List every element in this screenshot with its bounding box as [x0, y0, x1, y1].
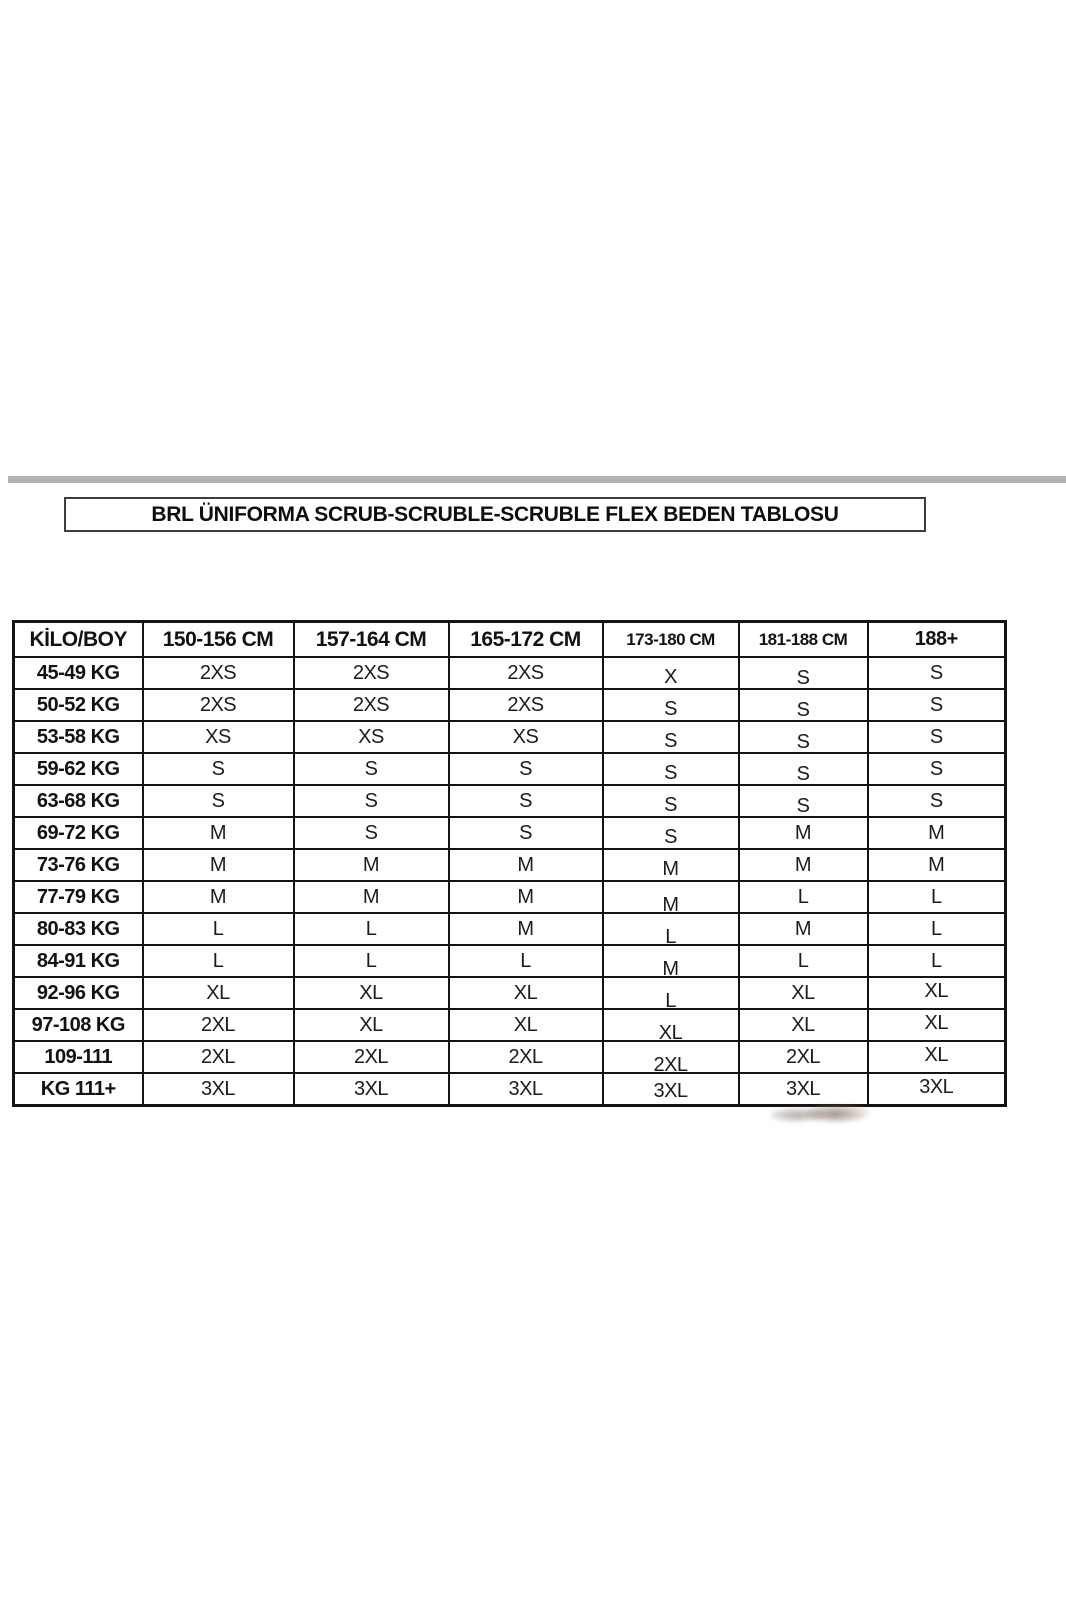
- size-value: S: [211, 789, 225, 812]
- size-cell: [449, 817, 603, 849]
- size-cell: [294, 657, 449, 689]
- size-value: S: [929, 725, 943, 748]
- size-cell: [143, 1041, 294, 1073]
- size-value: XL: [206, 981, 230, 1004]
- page-title: BRL ÜNIFORMA SCRUB-SCRUBLE-SCRUBLE FLEX BEDEN TABLOSU: [151, 502, 839, 526]
- size-value: 2XS: [199, 661, 237, 684]
- size-cell: [603, 1073, 739, 1106]
- size-cell: [294, 881, 449, 913]
- smudge-blob: [770, 1108, 825, 1122]
- size-value: S: [796, 666, 810, 689]
- table-row: [14, 1009, 1006, 1041]
- size-value: M: [662, 893, 679, 913]
- size-value: M: [517, 885, 534, 908]
- size-cell: [868, 689, 1006, 721]
- size-value: S: [664, 697, 677, 720]
- size-cell: [739, 849, 868, 881]
- size-cell: [868, 881, 1006, 913]
- table-row: [14, 913, 1006, 945]
- size-cell: [449, 657, 603, 689]
- size-cell: [449, 1073, 603, 1106]
- size-value: XL: [791, 981, 815, 1004]
- title-box: [64, 497, 926, 532]
- size-cell: [868, 657, 1006, 689]
- size-cell: [143, 945, 294, 977]
- size-cell: [294, 849, 449, 881]
- size-cell: [739, 817, 868, 849]
- header-cell: 150-156 CM: [143, 622, 294, 658]
- size-value: 2XS: [507, 661, 544, 684]
- size-value: 2XS: [199, 693, 237, 716]
- table-row: [14, 849, 1006, 881]
- size-cell: [143, 785, 294, 817]
- size-cell: [294, 753, 449, 785]
- size-value: 2XL: [353, 1045, 389, 1068]
- size-cell: [739, 913, 868, 945]
- size-cell: [603, 1041, 739, 1073]
- size-cell: [449, 945, 603, 977]
- size-cell: [603, 977, 739, 1009]
- size-cell: [868, 1073, 1006, 1106]
- header-cell: KİLO/BOY: [14, 622, 143, 658]
- table-row: [14, 721, 1006, 753]
- size-cell: [868, 785, 1006, 817]
- size-cell: [449, 913, 603, 945]
- size-value: XS: [358, 725, 384, 748]
- row-label-cell: 50-52 KG: [14, 689, 143, 721]
- size-value: M: [209, 885, 227, 908]
- size-value: M: [662, 957, 679, 977]
- size-cell: [739, 785, 868, 817]
- header-cell: 173-180 CM: [603, 622, 739, 658]
- row-label-cell: 63-68 KG: [14, 785, 143, 817]
- size-value: S: [929, 693, 943, 716]
- size-cell: [449, 881, 603, 913]
- size-value: S: [664, 825, 677, 848]
- size-value: XL: [658, 1021, 683, 1041]
- size-value: L: [930, 949, 942, 972]
- size-value: S: [796, 794, 810, 817]
- size-value: L: [365, 917, 377, 940]
- size-value: S: [519, 789, 532, 812]
- header-cell: 157-164 CM: [294, 622, 449, 658]
- row-label-cell: 77-79 KG: [14, 881, 143, 913]
- size-cell: [143, 881, 294, 913]
- row-label-cell: 45-49 KG: [14, 657, 143, 689]
- size-cell: [868, 721, 1006, 753]
- size-cell: [143, 1009, 294, 1041]
- size-value: M: [928, 821, 945, 844]
- row-label-cell: 73-76 KG: [14, 849, 143, 881]
- size-value: S: [664, 793, 677, 816]
- size-cell: [449, 721, 603, 753]
- size-value: S: [364, 789, 378, 812]
- size-value: 2XL: [508, 1045, 543, 1068]
- size-value: S: [796, 698, 810, 721]
- size-value: 2XL: [653, 1053, 688, 1073]
- size-cell: [603, 849, 739, 881]
- row-label-cell: 53-58 KG: [14, 721, 143, 753]
- size-value: 3XL: [785, 1077, 821, 1100]
- size-cell: [143, 1073, 294, 1106]
- size-value: M: [209, 821, 227, 844]
- size-value: 2XS: [352, 693, 390, 716]
- size-cell: [868, 817, 1006, 849]
- watermark-smudge: [770, 1104, 870, 1126]
- size-cell: [603, 721, 739, 753]
- size-value: XS: [205, 725, 231, 748]
- size-value: XS: [512, 725, 539, 748]
- header-cell: 188+: [868, 622, 1006, 658]
- size-cell: [143, 849, 294, 881]
- size-cell: [603, 881, 739, 913]
- size-cell: [294, 785, 449, 817]
- size-cell: [449, 977, 603, 1009]
- size-value: S: [929, 757, 943, 780]
- header-row: [14, 622, 1006, 658]
- size-cell: [449, 785, 603, 817]
- size-value: M: [362, 885, 380, 908]
- size-value: S: [519, 821, 532, 844]
- size-cell: [603, 753, 739, 785]
- size-cell: [868, 1041, 1006, 1073]
- size-value: 3XL: [653, 1079, 688, 1102]
- size-cell: [868, 753, 1006, 785]
- size-cell: [739, 1073, 868, 1106]
- row-label-cell: 80-83 KG: [14, 913, 143, 945]
- size-value: L: [665, 989, 676, 1009]
- row-label-cell: 92-96 KG: [14, 977, 143, 1009]
- size-value: XL: [359, 1013, 383, 1036]
- size-value: XL: [924, 979, 948, 1002]
- size-value: 2XL: [200, 1045, 236, 1068]
- size-value: M: [928, 853, 945, 876]
- size-value: S: [664, 761, 677, 784]
- size-cell: [143, 721, 294, 753]
- table-row: [14, 881, 1006, 913]
- size-cell: [868, 849, 1006, 881]
- table-body: [14, 657, 1006, 1106]
- size-cell: [868, 1009, 1006, 1041]
- row-label-cell: 109-111: [14, 1041, 143, 1073]
- size-cell: [143, 977, 294, 1009]
- size-value: 2XS: [507, 693, 544, 716]
- size-value: 3XL: [353, 1077, 389, 1100]
- size-value: M: [662, 857, 679, 880]
- size-value: M: [517, 853, 534, 876]
- size-value: X: [664, 665, 677, 688]
- size-cell: [603, 817, 739, 849]
- size-cell: [143, 657, 294, 689]
- size-value: L: [365, 949, 377, 972]
- size-cell: [739, 657, 868, 689]
- size-cell: [143, 817, 294, 849]
- size-value: XL: [791, 1013, 815, 1036]
- size-cell: [294, 945, 449, 977]
- size-value: M: [794, 821, 812, 844]
- size-value: L: [665, 925, 676, 945]
- size-value: 3XL: [919, 1075, 954, 1098]
- table-row: [14, 689, 1006, 721]
- size-value: XL: [359, 981, 383, 1004]
- size-table: [12, 620, 1007, 1107]
- table-row: [14, 977, 1006, 1009]
- header-cell: 181-188 CM: [739, 622, 868, 658]
- size-cell: [739, 945, 868, 977]
- size-value: L: [797, 949, 809, 972]
- size-cell: [739, 977, 868, 1009]
- size-cell: [603, 689, 739, 721]
- size-value: 3XL: [200, 1077, 236, 1100]
- table-row: [14, 1073, 1006, 1106]
- size-cell: [868, 977, 1006, 1009]
- size-cell: [603, 657, 739, 689]
- size-cell: [603, 1009, 739, 1041]
- size-cell: [294, 913, 449, 945]
- header-shadow-line: [8, 476, 1066, 483]
- size-cell: [294, 1041, 449, 1073]
- size-cell: [294, 977, 449, 1009]
- size-value: XL: [513, 981, 538, 1004]
- size-value: 2XS: [352, 661, 390, 684]
- size-value: M: [209, 853, 227, 876]
- size-cell: [868, 913, 1006, 945]
- size-cell: [143, 913, 294, 945]
- size-value: XL: [924, 1043, 948, 1066]
- size-cell: [739, 721, 868, 753]
- size-value: M: [517, 917, 534, 940]
- size-cell: [603, 785, 739, 817]
- size-cell: [449, 1041, 603, 1073]
- size-value: S: [211, 757, 225, 780]
- size-cell: [449, 1009, 603, 1041]
- size-value: L: [212, 949, 224, 972]
- size-value: 2XL: [200, 1013, 236, 1036]
- size-value: M: [794, 853, 812, 876]
- size-cell: [739, 881, 868, 913]
- row-label-cell: 84-91 KG: [14, 945, 143, 977]
- size-value: L: [930, 917, 942, 940]
- size-cell: [294, 1009, 449, 1041]
- size-cell: [739, 689, 868, 721]
- size-cell: [143, 753, 294, 785]
- size-value: XL: [924, 1011, 948, 1034]
- size-cell: [449, 689, 603, 721]
- size-cell: [294, 721, 449, 753]
- size-value: L: [930, 885, 942, 908]
- size-value: S: [364, 821, 378, 844]
- size-cell: [603, 913, 739, 945]
- header-cell: 165-172 CM: [449, 622, 603, 658]
- row-label-cell: 97-108 KG: [14, 1009, 143, 1041]
- size-value: L: [212, 917, 224, 940]
- size-value: S: [664, 729, 677, 752]
- size-cell: [449, 753, 603, 785]
- table-row: [14, 945, 1006, 977]
- size-value: M: [794, 917, 812, 940]
- size-value: M: [362, 853, 380, 876]
- size-cell: [868, 945, 1006, 977]
- size-value: S: [929, 789, 943, 812]
- size-cell: [294, 689, 449, 721]
- size-value: 3XL: [508, 1077, 543, 1100]
- table-row: [14, 657, 1006, 689]
- size-value: S: [519, 757, 532, 780]
- size-cell: [739, 753, 868, 785]
- size-cell: [143, 689, 294, 721]
- size-value: 2XL: [785, 1045, 821, 1068]
- size-cell: [739, 1009, 868, 1041]
- size-value: L: [797, 885, 809, 908]
- size-value: S: [929, 661, 943, 684]
- size-value: S: [796, 730, 810, 753]
- size-cell: [603, 945, 739, 977]
- size-value: S: [364, 757, 378, 780]
- size-cell: [449, 849, 603, 881]
- size-cell: [739, 1041, 868, 1073]
- table-row: [14, 753, 1006, 785]
- row-label-cell: 69-72 KG: [14, 817, 143, 849]
- row-label-cell: KG 111+: [14, 1073, 143, 1106]
- size-value: S: [796, 762, 810, 785]
- size-value: L: [520, 949, 531, 972]
- size-cell: [294, 1073, 449, 1106]
- table-row: [14, 1041, 1006, 1073]
- table-row: [14, 817, 1006, 849]
- size-value: XL: [513, 1013, 538, 1036]
- size-cell: [294, 817, 449, 849]
- row-label-cell: 59-62 KG: [14, 753, 143, 785]
- table-row: [14, 785, 1006, 817]
